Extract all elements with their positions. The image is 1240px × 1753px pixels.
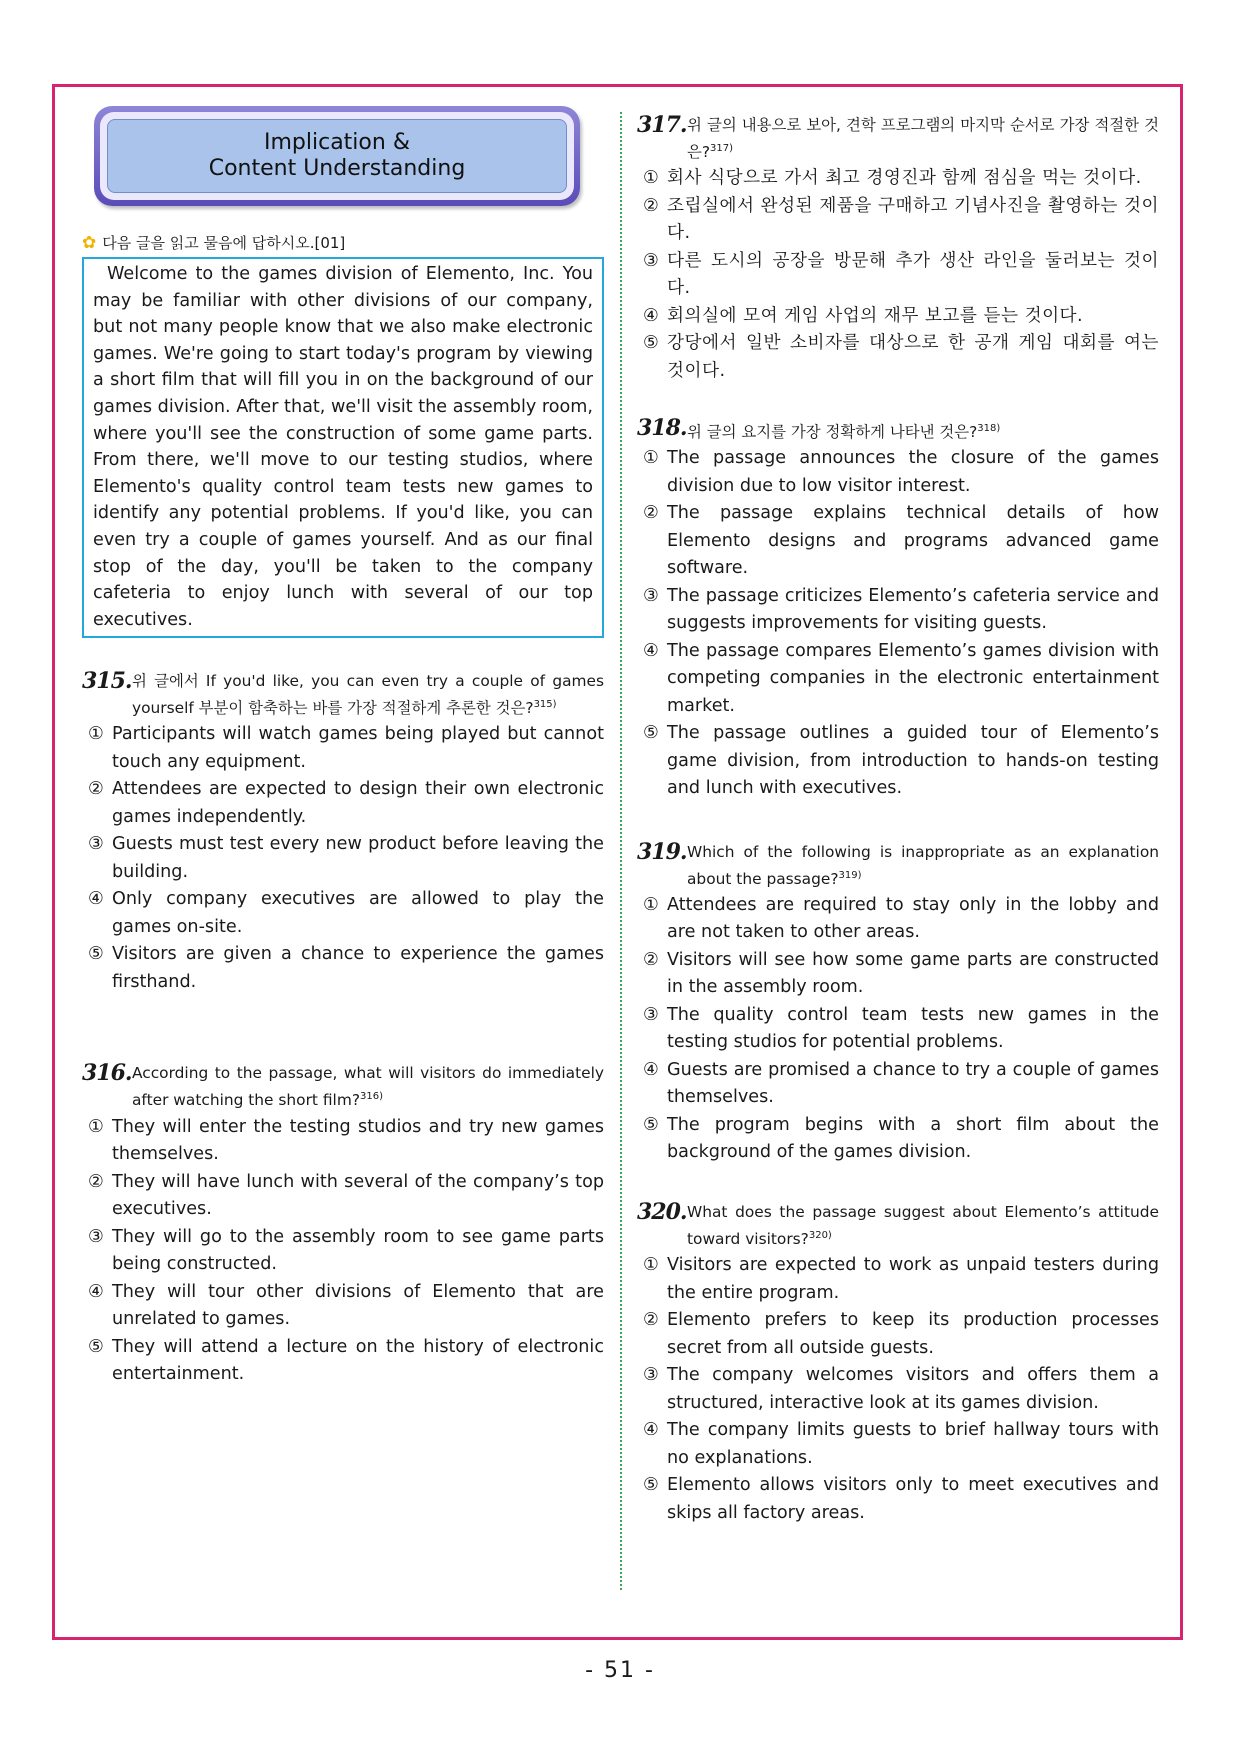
section-banner: [94, 106, 580, 206]
instruction-text: 다음 글을 읽고 물음에 답하시오.[01]: [102, 234, 346, 252]
option-3[interactable]: ③ Guests must test every new product before leaving the building.: [88, 834, 604, 882]
option-1[interactable]: ① Attendees are required to stay only in the lobby and are not taken to other areas.: [643, 894, 1159, 943]
option-4[interactable]: ④ 회의실에 모여 게임 사업의 재무 보고를 듣는 것이다.: [643, 305, 1084, 326]
question-317: [637, 114, 1159, 385]
option-2[interactable]: ② 조립실에서 완성된 제품을 구매하고 기념사진을 촬영하는 것이다.: [643, 195, 1159, 244]
question-number: 317.: [637, 112, 687, 138]
question-prompt: 위 글의 요지를 가장 정확하게 나타낸 것은?$^{318)}$: [687, 423, 1001, 442]
banner-title-line2: Content Understanding: [208, 156, 466, 181]
footnote-ref: 320): [808, 1229, 832, 1241]
option-3[interactable]: ③ They will go to the assembly room to see game parts being constructed.: [88, 1226, 604, 1275]
option-1[interactable]: ① 회사 식당으로 가서 최고 경영진과 함께 점심을 먹는 것이다.: [643, 168, 1142, 189]
instruction: [82, 232, 604, 253]
question-prompt: What does the passage suggest about Elemento’s attitude toward visitors?$^{320)}$: [687, 1202, 1159, 1248]
question-319: [637, 838, 1159, 1167]
option-2[interactable]: ② Elemento prefers to keep its production processes secret from all outside guests.: [643, 1310, 1159, 1358]
footnote-ref: 319): [838, 869, 862, 881]
question-number: 320.: [637, 1198, 687, 1225]
option-2[interactable]: ② The passage explains technical details of how Elemento designs and programs advanced game software.: [643, 503, 1159, 579]
option-5[interactable]: ⑤ Visitors are given a chance to experience the games firsthand.: [88, 944, 604, 992]
footnote-ref: 317): [710, 143, 734, 154]
option-2[interactable]: ② They will have lunch with several of the company’s top executives.: [88, 1171, 604, 1220]
flower-icon: ✿: [82, 232, 97, 253]
footnote-ref: 315): [533, 699, 557, 711]
right-column: [637, 114, 1159, 1527]
banner-title-line1: Implication &: [264, 130, 410, 155]
question-320: [637, 1198, 1159, 1527]
passage-text: Welcome to the games division of Elemento, Inc. You may be familiar with other divisions of our company, but not many people know that we also make electronic games. We're going to start today's program by viewing a short film that will fill you in on the background of our games division. After that, we'll visit the assembly room, where you'll see the construction of some game parts. From there, we'll move to our testing studios, where Elemento's quality control team tests new games to identify any potential problems. If you'd like, you can even try a couple of games yourself. And as our final stop of the day, you'll be taken to the company cafeteria to enjoy lunch with several of our top executives.: [93, 264, 593, 630]
option-3[interactable]: ③ The quality control team tests new games in the testing studios for potential problems.: [643, 1004, 1159, 1053]
option-5[interactable]: ⑤ They will attend a lecture on the history of electronic entertainment.: [88, 1336, 604, 1385]
question-prompt: According to the passage, what will visitors do immediately after watching the short film?$^{316)}$: [132, 1064, 604, 1110]
option-4[interactable]: ④ The passage compares Elemento’s games division with competing companies in the electronic entertainment market.: [643, 640, 1159, 716]
question-number: 315.: [82, 668, 132, 695]
left-column: [82, 106, 604, 1389]
column-divider: [620, 112, 622, 1590]
option-3[interactable]: ③ The passage criticizes Elemento’s cafeteria service and suggests improvements for visiting guests.: [643, 585, 1159, 634]
page-number: - 51 -: [585, 1658, 655, 1683]
reading-passage: [82, 257, 604, 638]
option-1[interactable]: ① Participants will watch games being played but cannot touch any equipment.: [88, 724, 604, 772]
question-prompt: 위 글의 내용으로 보아, 견학 프로그램의 마지막 순서로 가장 적절한 것은?$^{317)}$: [687, 116, 1159, 162]
footnote-ref: 318): [977, 423, 1001, 435]
question-prompt: 위 글에서 If you'd like, you can even try a couple of games yourself 부분이 함축하는 바를 가장 적절하게 추론한 것은?$^{315)}$: [132, 672, 604, 718]
option-1[interactable]: ① Visitors are expected to work as unpaid testers during the entire program.: [643, 1255, 1159, 1303]
option-4[interactable]: ④ Guests are promised a chance to try a couple of games themselves.: [643, 1059, 1159, 1108]
question-prompt: Which of the following is inappropriate as an explanation about the passage?$^{319)}$: [687, 842, 1159, 888]
option-5[interactable]: ⑤ The program begins with a short film about the background of the games division.: [643, 1114, 1159, 1163]
option-1[interactable]: ① They will enter the testing studios and try new games themselves.: [88, 1116, 604, 1165]
option-3[interactable]: ③ 다른 도시의 공장을 방문해 추가 생산 라인을 둘러보는 것이다.: [643, 250, 1159, 299]
question-318: [637, 417, 1159, 803]
option-4[interactable]: ④ They will tour other divisions of Elemento that are unrelated to games.: [88, 1281, 604, 1330]
option-4[interactable]: ④ The company limits guests to brief hallway tours with no explanations.: [643, 1420, 1159, 1468]
option-4[interactable]: ④ Only company executives are allowed to play the games on-site.: [88, 889, 604, 937]
question-number: 318.: [637, 415, 687, 442]
question-315: [82, 670, 604, 996]
option-2[interactable]: ② Visitors will see how some game parts are constructed in the assembly room.: [643, 949, 1159, 998]
question-316: [82, 1062, 604, 1388]
option-3[interactable]: ③ The company welcomes visitors and offers them a structured, interactive look at its games division.: [643, 1365, 1159, 1413]
question-number: 316.: [82, 1060, 132, 1087]
option-1[interactable]: ① The passage announces the closure of the games division due to low visitor interest.: [643, 448, 1159, 496]
question-number: 319.: [637, 838, 687, 865]
option-5[interactable]: ⑤ 강당에서 일반 소비자를 대상으로 한 공개 게임 대회를 여는 것이다.: [643, 333, 1159, 381]
footnote-ref: 316): [360, 1091, 383, 1103]
option-2[interactable]: ② Attendees are expected to design their own electronic games independently.: [88, 779, 604, 827]
option-5[interactable]: ⑤ The passage outlines a guided tour of Elemento’s game division, from introduction to hands-on testing and lunch with executives.: [643, 723, 1159, 799]
option-5[interactable]: ⑤ Elemento allows visitors only to meet executives and skips all factory areas.: [643, 1475, 1159, 1523]
